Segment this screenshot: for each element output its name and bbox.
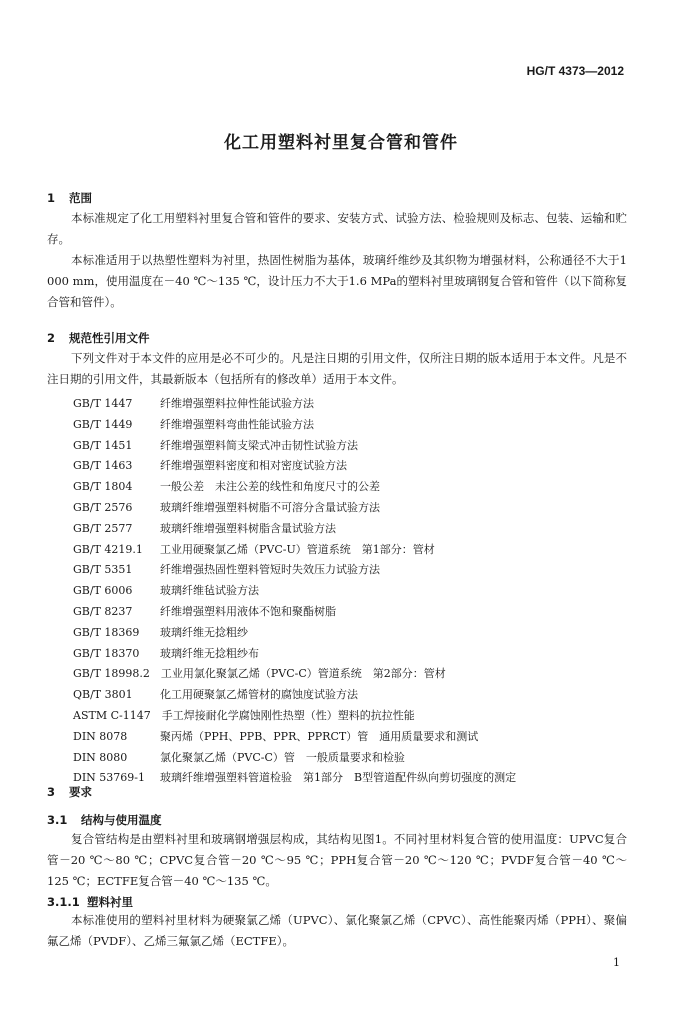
section-number: 2 bbox=[47, 331, 56, 345]
ref-title: 玻璃纤维无捻粗纱布 bbox=[160, 646, 259, 660]
ref-title: 玻璃纤维毡试验方法 bbox=[160, 584, 259, 598]
section-title: 规范性引用文件 bbox=[69, 331, 150, 345]
scope-paragraph-2: 本标准适用于以热塑性塑料为衬里，热固性树脂为基体，玻璃纤维纱及其织物为增强材料，公称通径不大于1 000 mm，使用温度在－40 ℃～135 ℃，设计压力不大于1.6 MPa的塑料衬里玻璃钢复合管和管件（以下简称复合管和管件）。 bbox=[47, 253, 627, 309]
reference-item bbox=[73, 664, 633, 685]
section-number: 3 bbox=[47, 785, 56, 799]
ref-code: GB/T 1449 bbox=[73, 417, 133, 431]
reference-item bbox=[73, 540, 633, 561]
reference-item bbox=[73, 602, 633, 623]
ref-code: GB/T 1447 bbox=[73, 397, 133, 410]
ref-title: 纤维增强热固性塑料管短时失效压力试验方法 bbox=[160, 563, 380, 577]
ref-code: QB/T 3801 bbox=[73, 688, 133, 702]
ref-title: 化工用硬聚氯乙烯管材的腐蚀度试验方法 bbox=[160, 688, 358, 702]
reference-item bbox=[73, 727, 633, 748]
ref-title: 氯化聚氯乙烯（PVC-C）管 一般质量要求和检验 bbox=[160, 750, 405, 764]
subsection-heading-3-1 bbox=[47, 812, 162, 828]
ref-title: 纤维增强塑料拉伸性能试验方法 bbox=[160, 397, 314, 410]
reference-item bbox=[73, 706, 633, 727]
subsection-number: 3.1.1 bbox=[47, 895, 80, 909]
page-number: 1 bbox=[613, 956, 620, 969]
section-heading-requirements bbox=[47, 784, 92, 800]
reference-item bbox=[73, 560, 633, 581]
ref-code: GB/T 18998.2 bbox=[73, 667, 150, 681]
ref-code: GB/T 4219.1 bbox=[73, 542, 143, 556]
ref-title: 玻璃纤维增强塑料树脂含量试验方法 bbox=[160, 521, 336, 535]
reference-item bbox=[73, 519, 633, 540]
ref-code: GB/T 8237 bbox=[73, 604, 133, 618]
ref-code: DIN 53769-1 bbox=[73, 771, 145, 785]
ref-code: GB/T 2577 bbox=[73, 521, 133, 535]
reference-item bbox=[73, 394, 633, 415]
ref-code: DIN 8078 bbox=[73, 729, 128, 743]
ref-title: 玻璃纤维增强塑料管道检验 第1部分 B型管道配件纵向剪切强度的测定 bbox=[160, 771, 517, 785]
refs-intro: 下列文件对于本文件的应用是必不可少的。凡是注日期的引用文件，仅所注日期的版本适用于本文件。凡是不注日期的引用文件，其最新版本（包括所有的修改单）适用于本文件。 bbox=[47, 351, 627, 386]
section-title: 要求 bbox=[69, 785, 92, 799]
ref-title: 工业用氯化聚氯乙烯（PVC-C）管道系统 第2部分：管材 bbox=[160, 667, 446, 681]
subsection-paragraph-3-1: 复合管结构是由塑料衬里和玻璃钢增强层构成，其结构见图1。不同衬里材料复合管的使用温度：UPVC复合管－20 ℃～80 ℃；CPVC复合管－20 ℃～95 ℃；PPH复合管－20 ℃～120 ℃；PVDF复合管－40 ℃～125 ℃；ECTFE复合管－40 ℃～135 ℃。 bbox=[47, 832, 627, 888]
document-code: HG/T 4373—2012 bbox=[526, 64, 624, 78]
ref-code: GB/T 6006 bbox=[73, 584, 133, 598]
ref-title: 纤维增强塑料密度和相对密度试验方法 bbox=[160, 459, 347, 473]
ref-code: GB/T 1451 bbox=[73, 438, 133, 452]
ref-title: 聚丙烯（PPH、PPB、PPR、PPRCT）管 通用质量要求和测试 bbox=[160, 729, 479, 743]
subsection-title: 塑料衬里 bbox=[87, 895, 133, 909]
subsection-paragraph-3-1-1: 本标准使用的塑料衬里材料为硬聚氯乙烯（UPVC）、氯化聚氯乙烯（CPVC）、高性能聚丙烯（PPH）、聚偏氟乙烯（PVDF）、乙烯三氟氯乙烯（ECTFE）。 bbox=[47, 913, 627, 948]
reference-item bbox=[73, 436, 633, 457]
reference-item bbox=[73, 456, 633, 477]
section-number: 1 bbox=[47, 191, 56, 205]
scope-paragraph-1: 本标准规定了化工用塑料衬里复合管和管件的要求、安装方式、试验方法、检验规则及标志、包装、运输和贮存。 bbox=[47, 211, 627, 246]
section-heading-refs bbox=[47, 330, 150, 346]
ref-code: GB/T 1463 bbox=[73, 459, 133, 473]
ref-title: 一般公差 未注公差的线性和角度尺寸的公差 bbox=[160, 480, 380, 494]
ref-title: 玻璃纤维无捻粗纱 bbox=[160, 625, 248, 639]
ref-code: GB/T 18369 bbox=[73, 625, 140, 639]
reference-list bbox=[73, 394, 633, 789]
ref-title: 纤维增强塑料弯曲性能试验方法 bbox=[160, 417, 314, 431]
ref-title: 玻璃纤维增强塑料树脂不可溶分含量试验方法 bbox=[160, 500, 380, 514]
ref-code: GB/T 1804 bbox=[73, 480, 133, 494]
ref-code: ASTM C-1147 bbox=[73, 708, 151, 722]
ref-code: DIN 8080 bbox=[73, 750, 128, 764]
ref-title: 工业用硬聚氯乙烯（PVC-U）管道系统 第1部分：管材 bbox=[160, 542, 435, 556]
subsection-title: 结构与使用温度 bbox=[81, 813, 162, 827]
section-title: 范围 bbox=[69, 191, 92, 205]
ref-title: 纤维增强塑料用液体不饱和聚酯树脂 bbox=[160, 604, 336, 618]
reference-item bbox=[73, 644, 633, 665]
reference-item bbox=[73, 477, 633, 498]
reference-item bbox=[73, 768, 633, 789]
reference-item bbox=[73, 623, 633, 644]
reference-item bbox=[73, 748, 633, 769]
section-heading-scope bbox=[47, 190, 92, 206]
page-title: 化工用塑料衬里复合管和管件 bbox=[224, 133, 458, 153]
ref-code: GB/T 18370 bbox=[73, 646, 140, 660]
subsection-heading-3-1-1 bbox=[47, 894, 133, 910]
reference-item bbox=[73, 581, 633, 602]
reference-item bbox=[73, 685, 633, 706]
reference-item bbox=[73, 415, 633, 436]
ref-title: 纤维增强塑料简支梁式冲击韧性试验方法 bbox=[160, 438, 358, 452]
reference-item bbox=[73, 498, 633, 519]
ref-title: 手工焊接耐化学腐蚀刚性热塑（性）塑料的抗拉性能 bbox=[161, 708, 415, 722]
subsection-number: 3.1 bbox=[47, 813, 68, 827]
ref-code: GB/T 2576 bbox=[73, 500, 133, 514]
ref-code: GB/T 5351 bbox=[73, 563, 133, 577]
